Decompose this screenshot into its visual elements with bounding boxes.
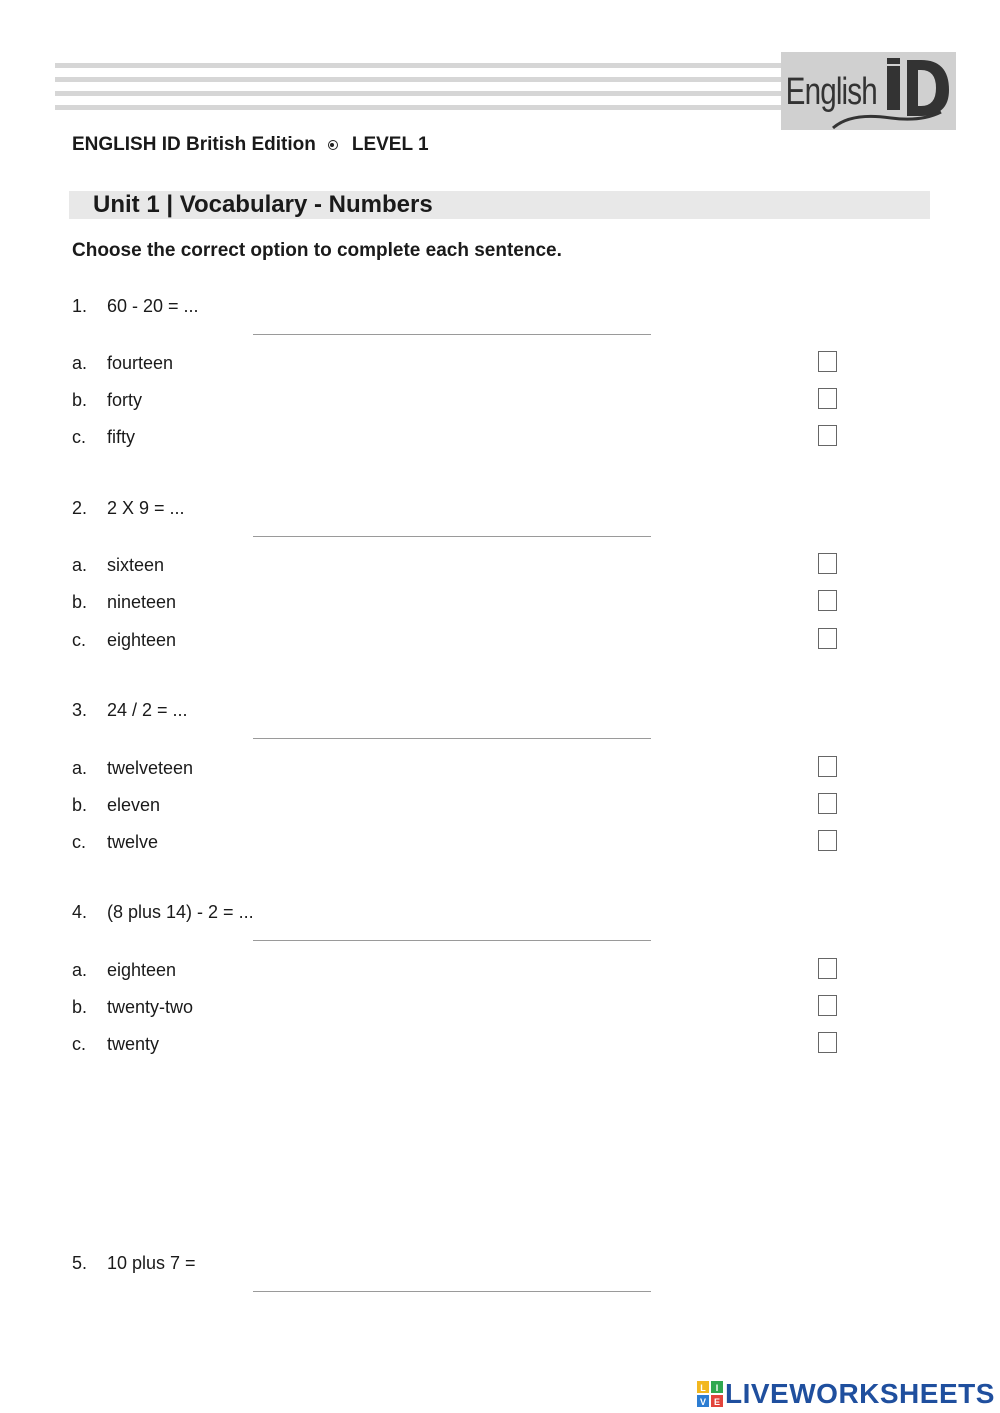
instructions: Choose the correct option to complete each sentence.: [72, 240, 562, 261]
option-letter: a.: [72, 758, 88, 778]
option-text: eighteen: [107, 960, 177, 980]
option-letter: a.: [72, 353, 88, 373]
option-text: twenty-two: [107, 997, 194, 1017]
question-number: 1.: [72, 296, 88, 316]
liveworksheets-brand: [697, 1378, 995, 1410]
option-text: twelve: [107, 832, 159, 852]
option-checkbox[interactable]: [818, 388, 837, 409]
answer-line[interactable]: [253, 334, 651, 335]
option-a: [72, 555, 842, 579]
option-text: nineteen: [107, 592, 177, 612]
question-prompt: (8 plus 14) - 2 = ...: [107, 902, 254, 922]
english-id-logo: [781, 52, 956, 130]
option-letter: b.: [72, 390, 88, 410]
option-text: twenty: [107, 1034, 160, 1054]
header-stripes: [55, 63, 783, 111]
svg-text:L: L: [700, 1383, 706, 1393]
option-text: eighteen: [107, 630, 177, 650]
option-letter: c.: [72, 1034, 87, 1054]
option-text: fifty: [107, 427, 136, 447]
unit-title-bar: [69, 191, 930, 219]
option-text: sixteen: [107, 555, 165, 575]
liveworksheets-icon: [697, 1381, 723, 1407]
option-text: twelveteen: [107, 758, 194, 778]
answer-line[interactable]: [253, 940, 651, 941]
option-a: [72, 758, 842, 782]
english-id-logo-image: [781, 52, 956, 130]
option-c: [72, 832, 842, 856]
option-checkbox[interactable]: [818, 793, 837, 814]
option-b: [72, 390, 842, 414]
option-checkbox[interactable]: [818, 995, 837, 1016]
edition-title: ENGLISH ID British Edition: [72, 134, 316, 155]
option-checkbox[interactable]: [818, 958, 837, 979]
option-a: [72, 960, 842, 984]
option-a: [72, 353, 842, 377]
option-letter: c.: [72, 630, 87, 650]
svg-text:E: E: [713, 1397, 721, 1407]
question-number: 3.: [72, 700, 88, 720]
option-b: [72, 795, 842, 819]
svg-text:I: I: [715, 1383, 719, 1393]
question-prompt: 10 plus 7 =: [107, 1253, 196, 1273]
answer-line[interactable]: [253, 536, 651, 537]
logo-text-english: English: [785, 70, 878, 113]
option-checkbox[interactable]: [818, 590, 837, 611]
bullet-icon: [328, 140, 338, 150]
unit-title: Unit 1 | Vocabulary - Numbers: [93, 191, 433, 218]
question-prompt: 2 X 9 = ...: [107, 498, 185, 518]
option-text: fourteen: [107, 353, 174, 373]
option-b: [72, 997, 842, 1021]
option-checkbox[interactable]: [818, 553, 837, 574]
option-checkbox[interactable]: [818, 830, 837, 851]
option-checkbox[interactable]: [818, 1032, 837, 1053]
option-checkbox[interactable]: [818, 351, 837, 372]
option-c: [72, 630, 842, 654]
edition-line: [72, 134, 429, 156]
svg-text:V: V: [699, 1397, 707, 1407]
level-label: LEVEL 1: [351, 134, 429, 155]
option-text: forty: [107, 390, 143, 410]
question-number: 5.: [72, 1253, 88, 1273]
option-letter: b.: [72, 997, 88, 1017]
answer-line[interactable]: [253, 738, 651, 739]
answer-line[interactable]: [253, 1291, 651, 1292]
question-prompt: 60 - 20 = ...: [107, 296, 199, 316]
option-checkbox[interactable]: [818, 425, 837, 446]
option-checkbox[interactable]: [818, 628, 837, 649]
option-letter: a.: [72, 960, 88, 980]
option-checkbox[interactable]: [818, 756, 837, 777]
question-number: 4.: [72, 902, 88, 922]
option-letter: b.: [72, 592, 88, 612]
option-text: eleven: [107, 795, 161, 815]
option-letter: c.: [72, 832, 87, 852]
option-c: [72, 427, 842, 451]
question-prompt: 24 / 2 = ...: [107, 700, 188, 720]
option-b: [72, 592, 842, 616]
question-number: 2.: [72, 498, 88, 518]
option-letter: b.: [72, 795, 88, 815]
option-letter: a.: [72, 555, 88, 575]
option-c: [72, 1034, 842, 1058]
liveworksheets-text: LIVEWORKSHEETS: [725, 1378, 995, 1409]
option-letter: c.: [72, 427, 87, 447]
